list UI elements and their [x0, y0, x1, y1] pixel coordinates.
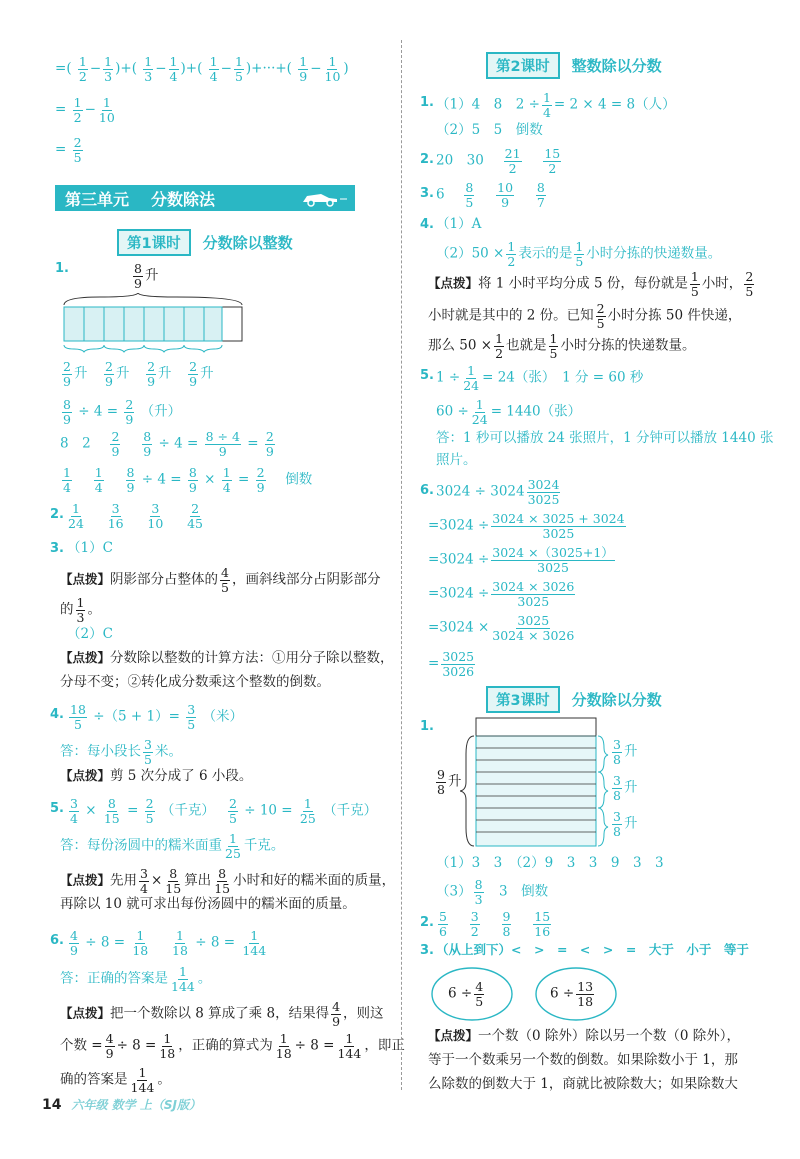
r-q7-total: $\frac{9}{8}$ 升: [437, 767, 462, 798]
question-number: 1.: [55, 261, 69, 276]
question-number: 2.: [420, 152, 434, 167]
r-q4-a: （1）A: [436, 216, 482, 232]
question-number: 6.: [50, 933, 64, 948]
q5-tip-cont: 再除以 10 就可求出每份汤圆中的糯米面的质量。: [60, 896, 356, 912]
q3-answer-a: （1）C: [67, 540, 113, 556]
r-q4-tip-cont: 小时就是其中的 2 份。已知 $\frac{2}{5}$ 小时分拣 50 件快递，: [428, 301, 742, 332]
r-q9-oval-2-expr: 6 ÷ $\frac{13}{18}$: [550, 979, 594, 1010]
lesson-2-header: [486, 52, 662, 79]
r-q4-tip: 【点拨】将 1 小时平均分成 5 份，每份就是 $\frac{1}{5}$ 小时， $\frac{2}{5}$: [428, 269, 754, 300]
r-q1-a: （1）4 8 2 ÷ $\frac{1}{4}$ = 2 × 4 = 8（人）: [436, 90, 676, 121]
r-q2-answers: 20 30 $\frac{21}{2}$ $\frac{15}{2}$: [436, 146, 561, 177]
r-q7-part-3: $\frac{3}{8}$ 升: [613, 809, 638, 840]
r-q7-b: （3） $\frac{8}{3}$ 3 倒数: [436, 877, 549, 908]
continuation-line-2: = $\frac{1}{2}$ − $\frac{1}{10}$: [55, 95, 115, 126]
r-q5-answer: 答：1 秒可以播放 24 张照片，1 分钟可以播放 1440 张: [436, 430, 774, 446]
r-q3-answers: 6 $\frac{8}{5}$ $\frac{10}{9}$ $\frac{8}{7}$: [436, 180, 545, 211]
lesson-3-badge: 第3课时: [486, 686, 560, 713]
q6-tip-cont2: 确的答案是 $\frac{1}{144}$ 。: [60, 1065, 171, 1096]
r-q7-jar-diagram: [460, 714, 610, 854]
r-q6-l4: =3024 ÷ $\frac{3024 \times 3026}{3025}$: [428, 579, 575, 610]
car-icon: [299, 189, 349, 207]
r-q7-part-1: $\frac{3}{8}$ 升: [613, 737, 638, 768]
page-footer: [42, 1096, 201, 1113]
question-number: 1.: [420, 719, 434, 734]
page-number: 14: [42, 1096, 62, 1113]
q5-tip: 【点拨】先用 $\frac{3}{4}$ × $\frac{8}{15}$ 算出 $\frac{8}{15}$ 小时和好的糯米面的质量，: [60, 866, 396, 897]
lesson-2-badge: 第2课时: [486, 52, 560, 79]
question-number: 5.: [50, 801, 64, 816]
lesson-1-title: 分数除以整数: [202, 234, 293, 252]
q4-answer: 答：每小段长 $\frac{3}{5}$ 米。: [60, 737, 182, 768]
lesson-1-badge: 第1课时: [117, 229, 191, 256]
q3-answer-b: （2）C: [67, 626, 113, 642]
question-number: 4.: [50, 707, 64, 722]
unit-banner: [55, 185, 355, 211]
q3-tip-1-cont: 的 $\frac{1}{3}$ 。: [60, 595, 101, 626]
q1-line-b: 8 2 $\frac{2}{9}$ $\frac{8}{9}$ ÷ 4 = $\frac{8 \div 4}{9}$ = $\frac{2}{9}$: [60, 429, 274, 460]
unit-label: 第三单元: [65, 189, 130, 209]
q5-calc: $\frac{3}{4}$ × $\frac{8}{15}$ = $\frac{2}{5}$ （千克） $\frac{2}{5}$ ÷ 10 = $\frac{1}{25}$ （千克）: [70, 796, 378, 827]
question-number: 2.: [50, 507, 64, 522]
lesson-3-title: 分数除以分数: [571, 691, 662, 709]
r-q8-answers: $\frac{5}{6}$ $\frac{3}{2}$ $\frac{9}{8}$ $\frac{15}{16}$: [439, 909, 551, 940]
r-q6-l1: 3024 ÷ 3024 $\frac{3024}{3025}$: [436, 477, 560, 508]
q6-answer: 答：正确的答案是 $\frac{1}{144}$ 。: [60, 964, 212, 995]
question-number: 3.: [50, 541, 64, 556]
r-q9-tip-cont: 等于一个数乘另一个数的倒数。如果除数小于 1，那: [428, 1052, 738, 1068]
lesson-1-header: [117, 229, 293, 256]
q3-tip-1: 【点拨】阴影部分占整体的 $\frac{4}{5}$ ，画斜线部分占阴影部分: [60, 565, 381, 596]
r-q5-l2: 60 ÷ $\frac{1}{24}$ = 1440（张）: [436, 397, 582, 428]
q3-tip-2-cont: 分母不变；②转化成分数乘这个整数的倒数。: [60, 674, 330, 690]
q5-answer: 答：每份汤圆中的糯米面重 $\frac{1}{25}$ 千克。: [60, 831, 285, 862]
lesson-2-title: 整数除以分数: [571, 57, 662, 75]
r-q6-l3: =3024 ÷ $\frac{3024 \times(3025+1)}{3025}$: [428, 545, 614, 576]
r-q4-tip-cont2: 那么 50 × $\frac{1}{2}$ 也就是 $\frac{1}{5}$ 小时分拣的快递数量。: [428, 331, 696, 362]
q2-answers: $\frac{1}{24}$ $\frac{3}{16}$ $\frac{3}{10}$ $\frac{2}{45}$: [68, 501, 204, 532]
q6-tip: 【点拨】把一个数除以 8 算成了乘 8，结果得 $\frac{4}{9}$ ，则这: [60, 999, 384, 1030]
continuation-line-1: =( $\frac{1}{2}$ − $\frac{1}{3}$ )+( $\frac{1}{3}$ − $\frac{1}{4}$ )+( $\frac{1}{4}$ − $\frac{1}{5}$ )+···+( $\frac{1}{9}$ − $\frac{1}{10}$ ): [55, 54, 349, 85]
q1-part-labels: $\frac{2}{9}$ 升 $\frac{2}{9}$ 升 $\frac{2}{9}$ 升 $\frac{2}{9}$ 升: [63, 359, 214, 390]
q1-line-a: $\frac{8}{9}$ ÷ 4 = $\frac{2}{9}$ （升）: [63, 397, 182, 428]
r-q7-part-2: $\frac{3}{8}$ 升: [613, 773, 638, 804]
r-q9-tip: 【点拨】一个数（0 除外）除以另一个数（0 除外），: [428, 1028, 741, 1044]
q6-tip-cont: 个数 = $\frac{4}{9}$ ÷ 8 = $\frac{1}{18}$ ，正确的算式为 $\frac{1}{18}$ ÷ 8 = $\frac{1}{144}$ ，即正: [60, 1031, 405, 1062]
r-q5-answer-cont: 照片。: [436, 452, 477, 468]
unit-title: 分数除法: [151, 189, 216, 209]
q4-tip: 【点拨】剪 5 次分成了 6 小段。: [60, 768, 253, 784]
q6-calc: $\frac{4}{9}$ ÷ 8 = $\frac{1}{18}$ $\frac{1}{18}$ ÷ 8 = $\frac{1}{144}$: [70, 928, 267, 959]
q1-bar-diagram: [60, 293, 250, 353]
question-number: 1.: [420, 95, 434, 110]
r-q6-l2: =3024 ÷ $\frac{3024 \times 3025 + 3024}{3025}$: [428, 511, 625, 542]
column-divider: [401, 40, 402, 1090]
continuation-line-3: = $\frac{2}{5}$: [55, 135, 82, 166]
r-q6-l5: =3024 × $\frac{3025}{3024 \times 3026}$: [428, 613, 575, 644]
r-q9-oval-1-expr: 6 ÷ $\frac{4}{5}$: [448, 979, 484, 1010]
q1-total-label: $\frac{8}{9}$ 升: [134, 261, 159, 292]
r-q5-l1: 1 ÷ $\frac{1}{24}$ = 24（张） 1 分 = 60 秒: [436, 363, 644, 394]
q4-calc: $\frac{18}{5}$ ÷（5 + 1）= $\frac{3}{5}$ （米）: [70, 702, 243, 733]
r-q7-a: （1）3 3 （2）9 3 3 9 3 3: [436, 855, 664, 871]
r-q1-b: （2）5 5 倒数: [436, 122, 543, 138]
r-q4-b: （2）50 × $\frac{1}{2}$ 表示的是 $\frac{1}{5}$ 小时分拣的快递数量。: [436, 239, 722, 270]
r-q9-text: （从上到下）< > = < > = 大于 小于 等于: [436, 942, 749, 957]
r-q9-tip-cont2: 么除数的倒数大于 1，商就比被除数大；如果除数大: [428, 1076, 738, 1092]
r-q6-l6: = $\frac{3025}{3026}$: [428, 649, 475, 680]
question-number: 3.: [420, 186, 434, 201]
lesson-3-header: [486, 686, 662, 713]
question-number: 4.: [420, 217, 434, 232]
footer-title: 六年级 数学 上（SJ版）: [71, 1098, 201, 1112]
question-number: 6.: [420, 483, 434, 498]
q3-tip-2: 【点拨】分数除以整数的计算方法：①用分子除以整数，: [60, 650, 394, 666]
question-number: 5.: [420, 368, 434, 383]
question-number: 2.: [420, 915, 434, 930]
question-number: 3.: [420, 943, 434, 958]
q1-line-c: $\frac{1}{4}$ $\frac{1}{4}$ $\frac{8}{9}$ ÷ 4 = $\frac{8}{9}$ × $\frac{1}{4}$ = $\frac{2}{9}$ 倒数: [63, 465, 313, 496]
